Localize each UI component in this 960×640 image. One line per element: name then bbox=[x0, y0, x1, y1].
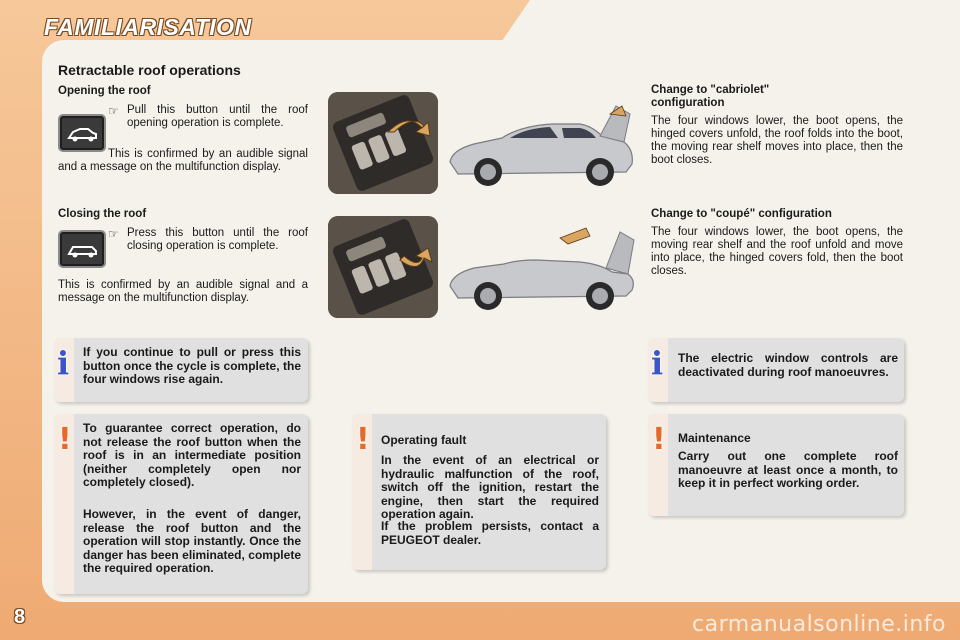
roof-switch-photo-open bbox=[328, 92, 438, 194]
roof-switch-photo-close bbox=[328, 216, 438, 318]
car-cabriolet-illustration bbox=[440, 94, 640, 196]
closing-bullet-icon: ☞ bbox=[108, 227, 119, 241]
section-title: Retractable roof operations bbox=[58, 62, 241, 78]
coupe-text: The four windows lower, the boot opens, the moving rear shelf and the roof unfold and move into place, the hinged covers fold, then the boot closes. bbox=[651, 226, 903, 277]
coupe-heading: Change to "coupé" configuration bbox=[651, 208, 832, 220]
operating-fault-text-2: If the problem persists, contact a PEUGEOT dealer. bbox=[381, 519, 599, 547]
opening-heading: Opening the roof bbox=[58, 85, 151, 97]
cabriolet-heading: Change to "cabriolet" configuration bbox=[651, 84, 770, 109]
operating-fault-text-1: In the event of an electrical or hydraulic malfunction of the roof, switch off the ignition, restart the engine, then start the required operation again. bbox=[381, 453, 599, 521]
warning-text-left-1: To guarantee correct operation, do not release the roof button when the roof is in an intermediate position (neither completely open nor completely closed). bbox=[83, 421, 301, 489]
warning-text-left-2: However, in the event of danger, release the roof button and the operation will stop instantly. Once the danger has been eliminated, complete the required operation. bbox=[83, 507, 301, 575]
page-number: 8 bbox=[14, 606, 26, 628]
warning-icon: ! bbox=[58, 422, 72, 457]
opening-instruction: Pull this button until the roof opening operation is complete. bbox=[127, 104, 308, 129]
car-coupe-illustration bbox=[440, 212, 640, 318]
info-icon: i bbox=[57, 344, 70, 382]
watermark: carmanualsonline.info bbox=[692, 612, 946, 637]
maintenance-box bbox=[648, 414, 904, 516]
warning-icon: ! bbox=[356, 422, 370, 457]
maintenance-title: Maintenance bbox=[678, 431, 751, 445]
closing-instruction: Press this button until the roof closing operation is complete. bbox=[127, 227, 308, 252]
cabriolet-text: The four windows lower, the boot opens, the hinged covers unfold, the roof folds into the boot, the moving rear shelf moves into place, then the boot closes. bbox=[651, 115, 903, 166]
info-box-right bbox=[648, 338, 904, 402]
closing-heading: Closing the roof bbox=[58, 208, 147, 220]
page-header-title: FAMILIARISATION bbox=[44, 14, 252, 40]
opening-bullet-icon: ☞ bbox=[108, 104, 119, 118]
roof-close-button-icon bbox=[58, 230, 106, 268]
maintenance-text: Carry out one complete roof manoeuvre at least once a month, to keep it in perfect working order. bbox=[678, 449, 898, 490]
roof-open-button-icon bbox=[58, 114, 106, 152]
info-text-right: The electric window controls are deactivated during roof manoeuvres. bbox=[678, 351, 898, 379]
warning-box-left bbox=[54, 414, 308, 594]
operating-fault-box bbox=[352, 414, 606, 570]
operating-fault-title: Operating fault bbox=[381, 433, 467, 447]
info-box-left bbox=[54, 338, 308, 402]
warning-icon: ! bbox=[652, 422, 666, 457]
info-text-left: If you continue to pull or press this button once the cycle is complete, the four windows rise again. bbox=[83, 345, 301, 386]
info-icon: i bbox=[651, 344, 664, 382]
closing-confirm: This is confirmed by an audible signal and a message on the multifunction display. bbox=[58, 279, 308, 304]
opening-confirm: This is confirmed by an audible signal and a message on the multifunction display. bbox=[58, 148, 308, 173]
